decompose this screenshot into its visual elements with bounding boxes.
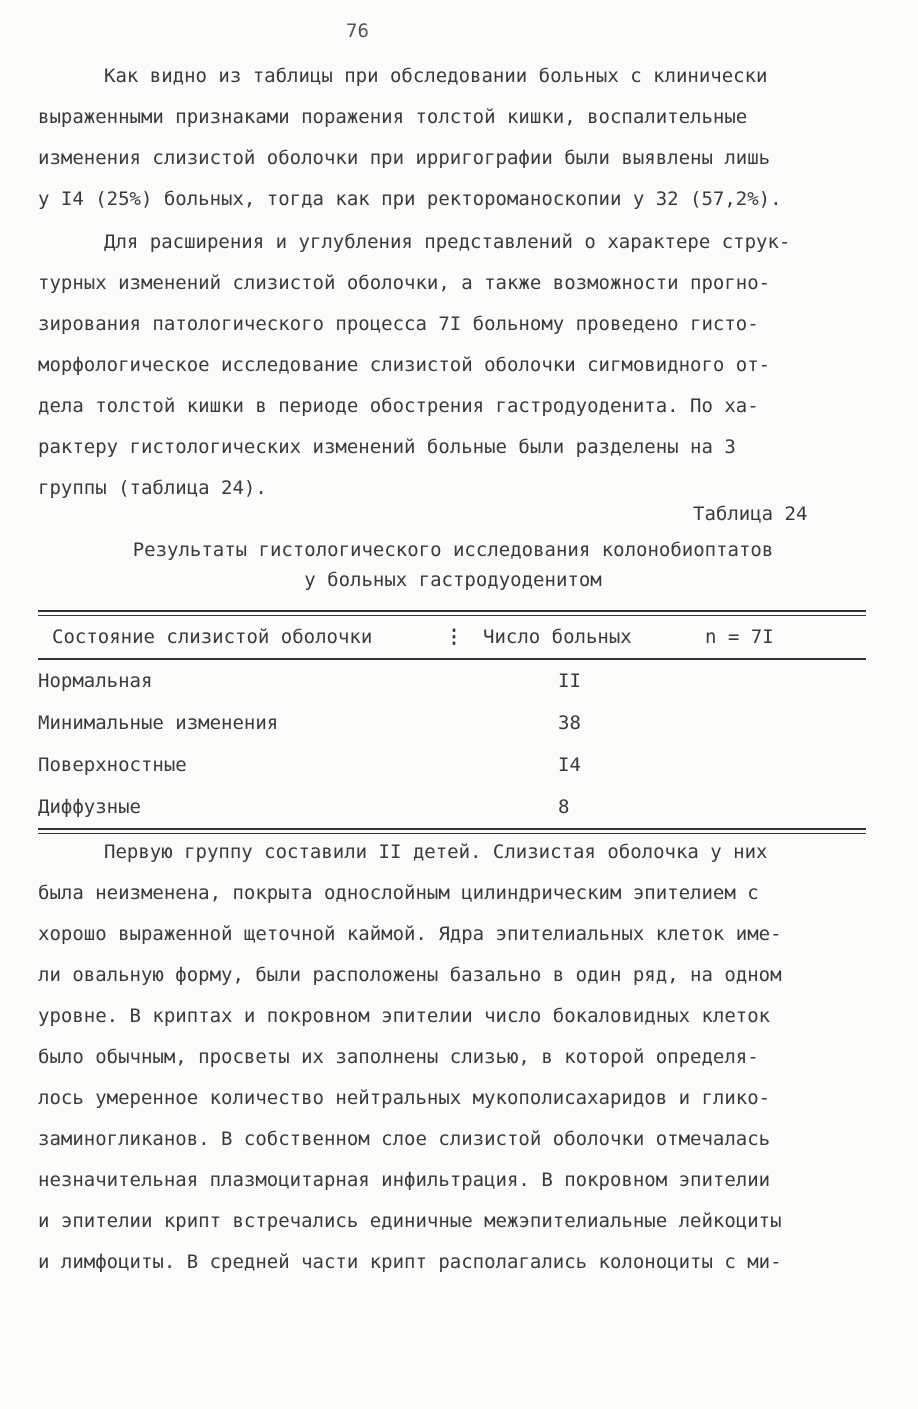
text-line: хорошо выраженной щеточной каймой. Ядра эпителиальных клеток име- bbox=[38, 923, 782, 945]
text-line: изменения слизистой оболочки при ирригографии были выявлены лишь bbox=[38, 147, 771, 169]
header-separator: ⋮ bbox=[444, 626, 464, 648]
text-line: турных изменений слизистой оболочки, а также возможности прогно- bbox=[38, 272, 771, 294]
header-condition: Состояние слизистой оболочки bbox=[52, 626, 373, 648]
table-caption-line: Результаты гистологического исследования колонобиоптатов bbox=[132, 539, 774, 561]
header-total: n = 7I bbox=[705, 626, 774, 648]
paragraph-method bbox=[38, 222, 880, 509]
text-line: заминогликанов. В собственном слое слизистой оболочки отмечалась bbox=[38, 1128, 771, 1150]
text-line: морфологическое исследование слизистой оболочки сигмовидного от- bbox=[38, 354, 771, 376]
table-row bbox=[38, 744, 866, 786]
text-line: уровне. В криптах и покровном эпителии число бокаловидных клеток bbox=[38, 1005, 771, 1027]
text-line: Как видно из таблицы при обследовании больных с клинически bbox=[104, 65, 768, 87]
table-caption bbox=[38, 535, 868, 595]
table-header bbox=[38, 616, 866, 658]
text-line: Для расширения и углубления представлений о характере струк- bbox=[104, 231, 791, 253]
table-row bbox=[38, 660, 866, 702]
row-condition: Минимальные изменения bbox=[38, 712, 279, 734]
results-table bbox=[38, 610, 866, 834]
row-count: II bbox=[558, 670, 581, 692]
text-line: и лимфоциты. В средней части крипт располагались колоноциты с ми- bbox=[38, 1251, 782, 1273]
header-count: Число больных bbox=[483, 626, 632, 648]
text-line: незначительная плазмоцитарная инфильтрация. В покровном эпителии bbox=[38, 1169, 771, 1191]
text-line: выраженными признаками поражения толстой кишки, воспалительные bbox=[38, 106, 748, 128]
table-label: Таблица 24 bbox=[693, 503, 808, 525]
text-line: была неизменена, покрыта однослойным цилиндрическим эпителием с bbox=[38, 882, 759, 904]
text-line: и эпителии крипт встречались единичные межэпителиальные лейкоциты bbox=[38, 1210, 782, 1232]
page-number: 76 bbox=[346, 20, 369, 42]
text-line: рактеру гистологических изменений больные были разделены на 3 bbox=[38, 436, 736, 458]
text-line: дела толстой кишки в периоде обострения гастродуоденита. По ха- bbox=[38, 395, 759, 417]
text-line: было обычным, просветы их заполнены слизью, в которой определя- bbox=[38, 1046, 759, 1068]
table-row bbox=[38, 702, 866, 744]
row-count: 38 bbox=[558, 712, 581, 734]
text-line: лось умеренное количество нейтральных мукополисахаридов и глико- bbox=[38, 1087, 771, 1109]
table-row bbox=[38, 786, 866, 828]
paragraph-first-group bbox=[38, 832, 880, 1283]
row-condition: Нормальная bbox=[38, 670, 153, 692]
text-line: группы (таблица 24). bbox=[38, 477, 267, 499]
paragraph-intro bbox=[38, 56, 880, 220]
row-condition: Поверхностные bbox=[38, 754, 187, 776]
text-line: ли овальную форму, были расположены базально в один ряд, на одном bbox=[38, 964, 782, 986]
text-line: Первую группу составили II детей. Слизистая оболочка у них bbox=[104, 841, 768, 863]
row-count: 8 bbox=[558, 796, 570, 818]
text-line: зирования патологического процесса 7I больному проведено гисто- bbox=[38, 313, 759, 335]
table-caption-line: у больных гастродуоденитом bbox=[304, 569, 602, 591]
row-count: I4 bbox=[558, 754, 581, 776]
text-line: у I4 (25%) больных, тогда как при ректороманоскопии у 32 (57,2%). bbox=[38, 188, 782, 210]
row-condition: Диффузные bbox=[38, 796, 141, 818]
